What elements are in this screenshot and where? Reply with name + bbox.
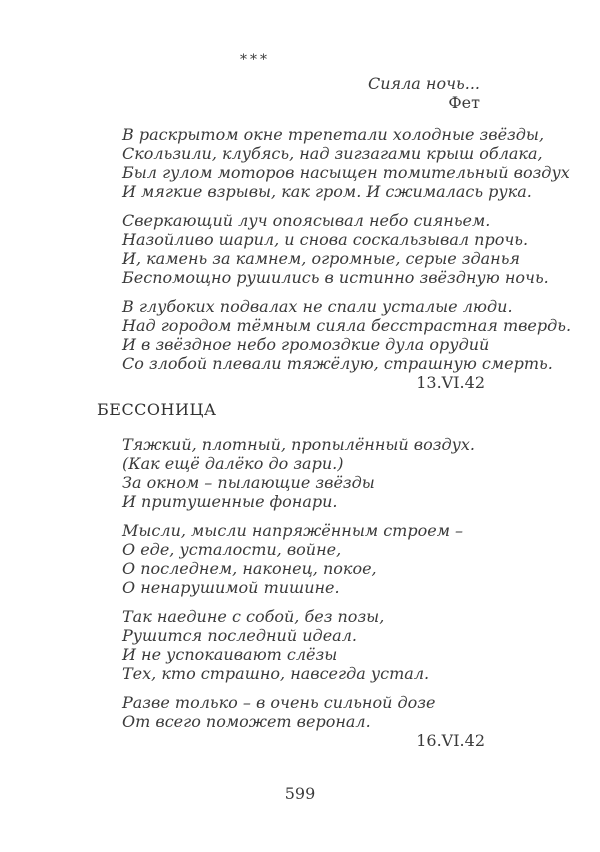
poem-line: Так наедине с собой, без позы, xyxy=(122,607,385,626)
poem-line: (Как ещё далёко до зари.) xyxy=(122,454,344,473)
poem-line: Разве только – в очень сильной дозе xyxy=(122,693,436,712)
page-number: 599 xyxy=(284,784,316,803)
poem-untitled xyxy=(122,125,600,373)
poem2-date: 16.VI.42 xyxy=(416,731,485,750)
poem-line: О еде, усталости, войне, xyxy=(122,540,342,559)
poem-line: Скользили, клубясь, над зигзагами крыш облака, xyxy=(122,144,543,163)
poem1-stanza-3 xyxy=(122,297,600,373)
poem-line: И мягкие взрывы, как гром. И сжималась рука. xyxy=(122,182,532,201)
epigraph-attribution: Фет xyxy=(448,93,480,112)
poem2-stanza-1 xyxy=(122,435,600,511)
epigraph-quote: Сияла ночь... xyxy=(367,74,480,93)
poem1-date: 13.VI.42 xyxy=(416,373,485,392)
poem-line: О ненарушимой тишине. xyxy=(122,578,340,597)
poem2-stanza-2 xyxy=(122,521,600,597)
poem-line: Тяжкий, плотный, пропылённый воздух. xyxy=(122,435,476,454)
poem-line: И не успокаивают слёзы xyxy=(122,645,338,664)
poem-line: Беспомощно рушились в истинно звёздную ночь. xyxy=(122,268,549,287)
poem-line: В глубоких подвалах не спали усталые люди. xyxy=(122,297,513,316)
poem-line: Назойливо шарил, и снова соскальзывал прочь. xyxy=(122,230,529,249)
poem-line: За окном – пылающие звёзды xyxy=(122,473,375,492)
poem2-stanza-3 xyxy=(122,607,600,683)
poem-line: Сверкающий луч опоясывал небо сияньем. xyxy=(122,211,491,230)
poem2-stanza-4 xyxy=(122,693,600,731)
section-marker-asterisks: *** xyxy=(240,52,270,68)
poem-line: Мысли, мысли напряжённым строем – xyxy=(122,521,464,540)
poem1-stanza-2 xyxy=(122,211,600,287)
poem-line: И в звёздное небо громоздкие дула орудий xyxy=(122,335,490,354)
poem-line: И, камень за камнем, огромные, серые зданья xyxy=(122,249,521,268)
poem2-title: БЕССОНИЦА xyxy=(97,400,217,419)
poem-line: И притушенные фонари. xyxy=(122,492,338,511)
poem-line: В раскрытом окне трепетали холодные звёзды, xyxy=(122,125,545,144)
poem-bessonitsa xyxy=(122,435,600,731)
poem-line: От всего поможет веронал. xyxy=(122,712,371,731)
poem-line: Рушится последний идеал. xyxy=(122,626,357,645)
poem1-stanza-1 xyxy=(122,125,600,201)
epigraph xyxy=(0,74,480,112)
poem-line: Тех, кто страшно, навсегда устал. xyxy=(122,664,430,683)
poem-line: Был гулом моторов насыщен томительный воздух xyxy=(122,163,570,182)
poem-line: О последнем, наконец, покое, xyxy=(122,559,377,578)
poem-line: Со злобой плевали тяжёлую, страшную смерть. xyxy=(122,354,553,373)
poem-line: Над городом тёмным сияла бесстрастная твердь. xyxy=(122,316,572,335)
